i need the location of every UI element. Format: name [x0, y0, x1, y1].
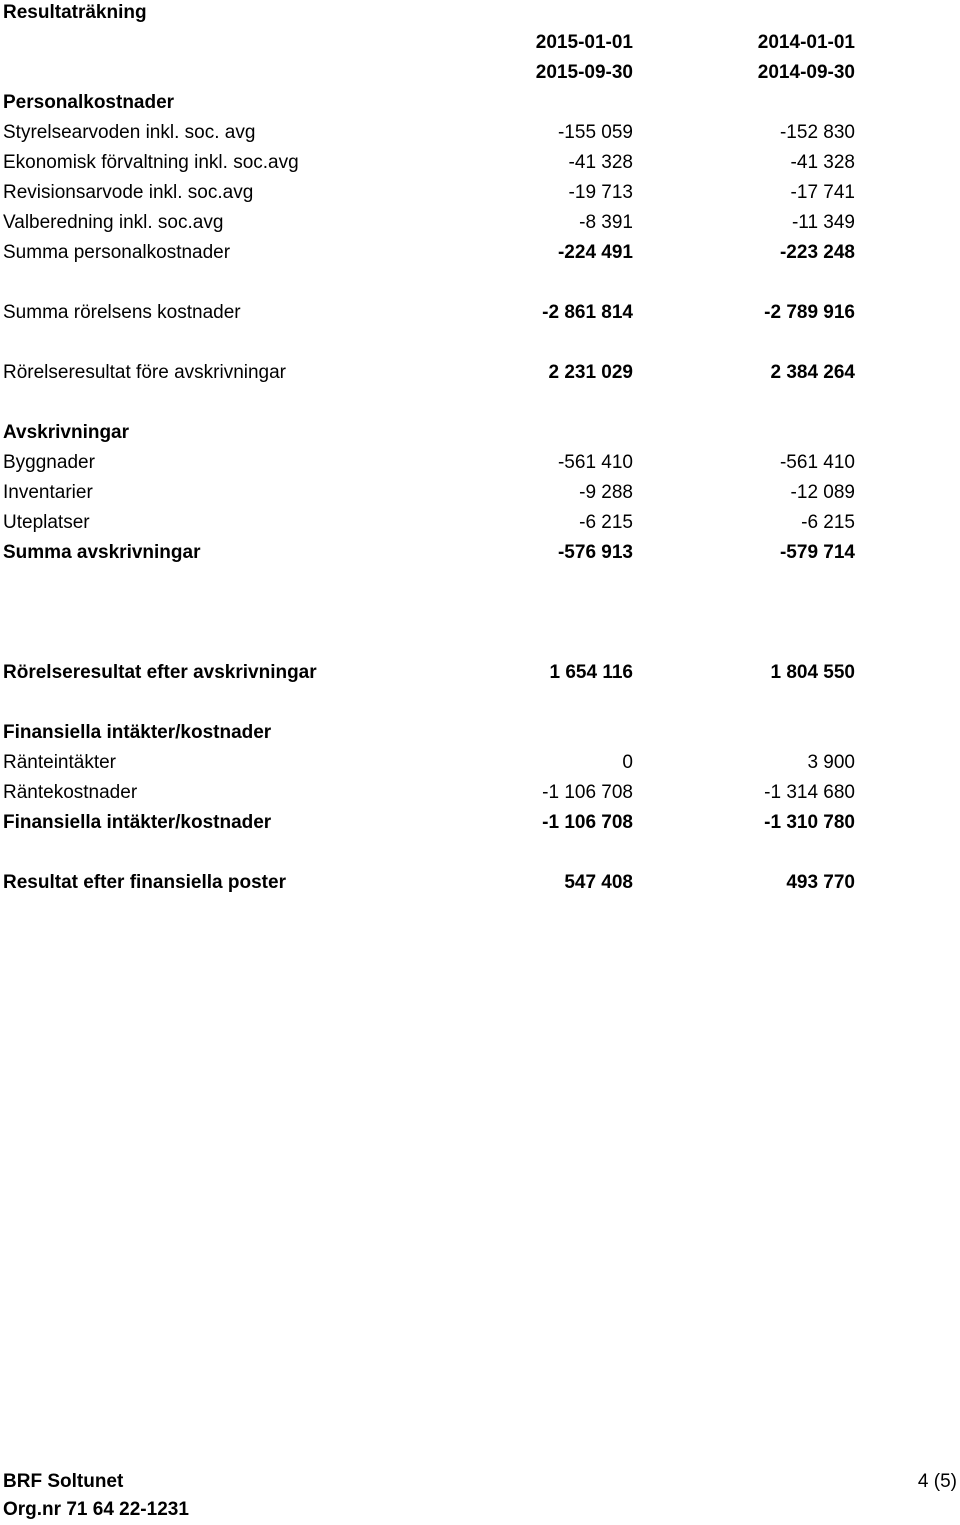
row-label: Byggnader [3, 452, 95, 473]
row-label: Uteplatser [3, 512, 90, 533]
period-header-end-row [0, 58, 960, 88]
row-label: Styrelsearvoden inkl. soc. avg [3, 122, 256, 143]
row-value-2014: 1 804 550 [770, 662, 855, 683]
table-row [0, 148, 960, 178]
section-heading-avskrivningar [0, 418, 960, 448]
table-row [0, 448, 960, 478]
row-label: Valberedning inkl. soc.avg [3, 212, 224, 233]
row-value-2015: 547 408 [564, 872, 633, 893]
table-row [0, 508, 960, 538]
row-value-2015: -41 328 [568, 152, 633, 173]
row-value-2015: 1 654 116 [549, 662, 633, 683]
total-row [0, 808, 960, 838]
table-row [0, 118, 960, 148]
subtotal-row [0, 238, 960, 268]
row-label: Ekonomisk förvaltning inkl. soc.avg [3, 152, 299, 173]
row-value-2014: -2 789 916 [764, 302, 855, 323]
row-value-2015: -576 913 [557, 542, 633, 563]
row-label: Personalkostnader [3, 92, 175, 113]
row-value-2015: -8 391 [579, 212, 633, 233]
col2-start-date: 2014-01-01 [757, 32, 855, 53]
document-title: Resultaträkning [3, 2, 147, 23]
row-value-2014: -561 410 [779, 452, 855, 473]
total-row [0, 868, 960, 898]
row-value-2015: 0 [622, 752, 633, 773]
table-row [0, 478, 960, 508]
row-value-2015: -19 713 [568, 182, 633, 203]
row-label: Inventarier [3, 482, 93, 503]
row-value-2014: -223 248 [779, 242, 855, 263]
row-value-2014: -6 215 [801, 512, 855, 533]
row-label: Revisionsarvode inkl. soc.avg [3, 182, 254, 203]
table-row [0, 178, 960, 208]
section-heading-finansiella [0, 718, 960, 748]
row-value-2014: -1 314 680 [764, 782, 855, 803]
section-heading-personalkostnader [0, 88, 960, 118]
total-row [0, 538, 960, 568]
row-value-2015: -155 059 [557, 122, 633, 143]
row-label: Ränteintäkter [3, 752, 117, 773]
row-value-2014: -1 310 780 [764, 812, 855, 833]
row-value-2014: -41 328 [790, 152, 855, 173]
row-value-2014: 493 770 [786, 872, 855, 893]
subtotal-row [0, 358, 960, 388]
table-row [0, 778, 960, 808]
row-value-2015: -1 106 708 [542, 812, 633, 833]
row-value-2014: 3 900 [807, 752, 855, 773]
row-label: Avskrivningar [3, 422, 130, 443]
row-label: Summa rörelsens kostnader [3, 302, 241, 323]
footer-org-name: BRF Soltunet [3, 1471, 124, 1492]
footer-org-number: Org.nr 71 64 22-1231 [3, 1499, 189, 1520]
row-value-2015: -9 288 [579, 482, 633, 503]
row-label: Resultat efter finansiella poster [3, 872, 286, 893]
period-header-start-row [0, 28, 960, 58]
row-value-2014: -579 714 [779, 542, 855, 563]
row-value-2015: -561 410 [557, 452, 633, 473]
table-row [0, 208, 960, 238]
row-value-2015: -2 861 814 [542, 302, 633, 323]
subtotal-row [0, 298, 960, 328]
total-row [0, 658, 960, 688]
row-label: Rörelseresultat före avskrivningar [3, 362, 287, 383]
row-value-2014: -11 349 [791, 212, 855, 233]
row-value-2015: -1 106 708 [542, 782, 633, 803]
row-value-2014: -152 830 [779, 122, 855, 143]
col1-end-date: 2015-09-30 [535, 62, 633, 83]
row-label: Summa personalkostnader [3, 242, 231, 263]
row-label: Finansiella intäkter/kostnader [3, 722, 272, 743]
row-label: Finansiella intäkter/kostnader [3, 812, 272, 833]
row-value-2015: -6 215 [579, 512, 633, 533]
footer-page-number: 4 (5) [917, 1471, 957, 1492]
row-value-2015: -224 491 [557, 242, 633, 263]
row-value-2014: 2 384 264 [770, 362, 855, 383]
col1-start-date: 2015-01-01 [535, 32, 633, 53]
table-row [0, 748, 960, 778]
row-value-2014: -17 741 [790, 182, 855, 203]
row-value-2015: 2 231 029 [548, 362, 633, 383]
row-label: Summa avskrivningar [3, 542, 201, 563]
row-label: Rörelseresultat efter avskrivningar [3, 662, 317, 683]
row-value-2014: -12 089 [790, 482, 855, 503]
row-label: Räntekostnader [3, 782, 138, 803]
col2-end-date: 2014-09-30 [757, 62, 855, 83]
